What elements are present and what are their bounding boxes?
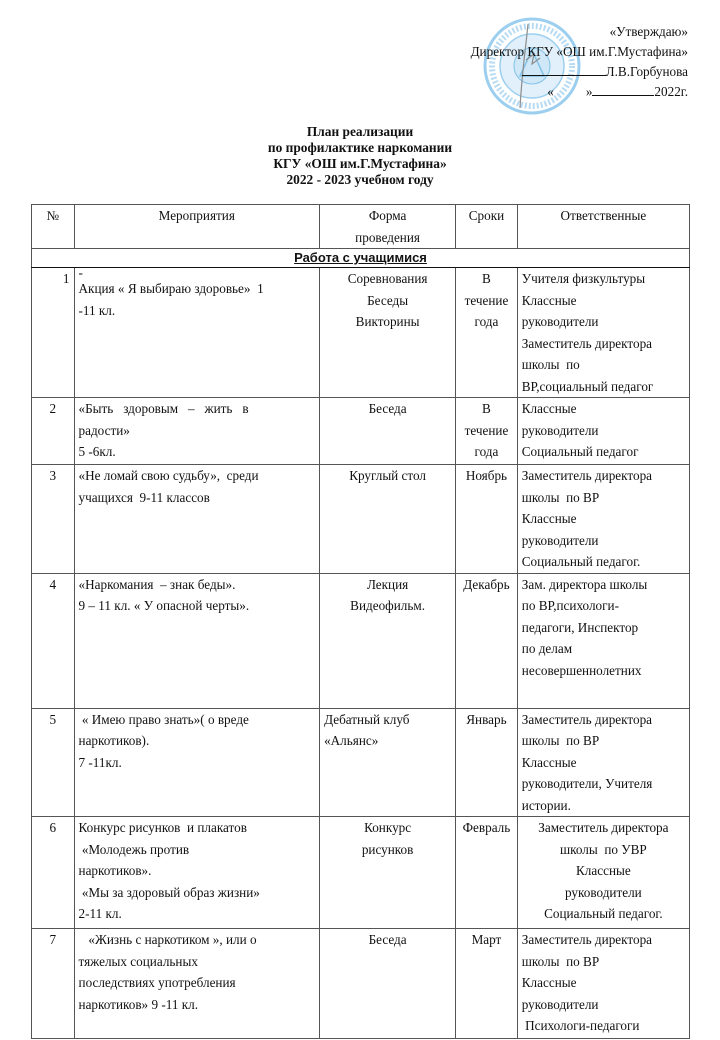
responsible-text-line: руководители xyxy=(565,884,642,900)
term-cell xyxy=(456,465,518,574)
responsible-text-line: школы по ВР xyxy=(521,953,600,969)
responsible-text-line: Зам. директора школы xyxy=(521,576,648,592)
row-number: 1 xyxy=(32,268,75,398)
responsible-text-line: руководители xyxy=(521,422,599,438)
row-number: 3 xyxy=(32,465,75,574)
event-text-line: -11 кл. xyxy=(78,302,116,318)
responsible-text-line: по ВР,психологи- xyxy=(521,598,620,613)
header-form xyxy=(320,205,456,249)
approval-date-line xyxy=(471,82,688,102)
section-title: Работа с учащимися xyxy=(294,250,427,265)
form-cell xyxy=(320,708,456,817)
table-row xyxy=(32,708,690,817)
responsible-text-line: Социальный педагог xyxy=(521,444,639,459)
responsible-cell xyxy=(517,573,689,708)
responsible-text-line: Психологи-педагоги xyxy=(521,1018,640,1033)
responsible-cell xyxy=(517,268,689,398)
form-cell xyxy=(320,465,456,574)
event-cell xyxy=(74,708,320,817)
responsible-text-line: руководители xyxy=(521,314,599,329)
event-text-line: 2-11 кл. xyxy=(78,906,122,921)
term-text-line: Февраль xyxy=(462,820,511,835)
form-text-line: Беседа xyxy=(368,401,407,416)
form-cell xyxy=(320,929,456,1039)
row-number: 6 xyxy=(32,817,75,929)
term-cell xyxy=(456,817,518,929)
responsible-text-line: Заместитель директора xyxy=(538,820,669,835)
event-text-line: Конкурс рисунков и плакатов xyxy=(78,820,247,835)
term-text-line: В xyxy=(482,271,491,286)
term-cell xyxy=(456,708,518,817)
event-text-line: радости» xyxy=(78,422,130,438)
responsible-text-line: Классные xyxy=(521,511,577,526)
event-cell xyxy=(74,398,320,465)
term-cell xyxy=(456,268,518,398)
term-text-line: Март xyxy=(471,932,502,947)
title-line-1: План реализации xyxy=(306,124,414,139)
approval-block xyxy=(471,22,688,102)
event-text-line: «Наркомания – знак беды». xyxy=(78,576,236,592)
event-text-line: наркотиков). xyxy=(78,733,150,748)
form-text-line: Видеофильм. xyxy=(350,598,426,613)
term-text-line: течение xyxy=(464,292,509,308)
responsible-text-line: несовершеннолетних xyxy=(521,662,642,678)
event-text-line: «Мы за здоровый образ жизни» xyxy=(78,884,260,900)
responsible-text-line: Учителя физкультуры xyxy=(521,271,646,286)
responsible-text-line: руководители, Учителя xyxy=(521,776,653,791)
responsible-text-line: школы по xyxy=(521,357,580,372)
form-text-line: Конкурс xyxy=(364,820,412,835)
responsible-text-line: Социальный педагог. xyxy=(521,554,641,569)
responsible-text-line: Заместитель директора xyxy=(521,932,653,947)
header-form-line-1: Форма xyxy=(368,208,407,223)
title-line-4: 2022 - 2023 учебном году xyxy=(286,172,434,187)
term-text-line: Ноябрь xyxy=(465,468,508,483)
term-cell xyxy=(456,573,518,708)
date-close-quote: » xyxy=(585,84,593,99)
table-row xyxy=(32,268,690,398)
event-text-line: последствиях употребления xyxy=(78,975,236,990)
term-text-line: Декабрь xyxy=(463,576,510,592)
term-text-line: Январь xyxy=(466,711,507,727)
table-row xyxy=(32,398,690,465)
event-text-line: наркотиков» 9 -11 кл. xyxy=(78,996,199,1012)
title-line-2: по профилактике наркомании xyxy=(267,140,453,155)
event-cell xyxy=(74,817,320,929)
row-number: 2 xyxy=(32,398,75,465)
row-number: 7 xyxy=(32,929,75,1039)
responsible-cell xyxy=(517,929,689,1039)
date-blank xyxy=(592,83,654,96)
table-header-row xyxy=(32,205,690,249)
form-text-line: Беседа xyxy=(368,932,407,947)
event-text-line: «Быть здоровым – жить в xyxy=(78,401,249,416)
responsible-text-line: Заместитель директора xyxy=(521,335,653,351)
responsible-cell xyxy=(517,465,689,574)
responsible-cell xyxy=(517,817,689,929)
responsible-text-line: школы по ВР xyxy=(521,733,600,748)
event-text-line: « Имею право знать»( о вреде xyxy=(78,711,249,727)
section-row xyxy=(32,249,690,268)
event-text-line: наркотиков». xyxy=(78,863,152,878)
responsible-cell xyxy=(517,398,689,465)
responsible-text-line: Классные xyxy=(576,863,631,878)
approval-heading: «Утверждаю» xyxy=(609,24,688,39)
approval-signer: Л.В.Горбунова xyxy=(605,64,688,79)
event-text-line: 9 – 11 кл. « У опасной черты». xyxy=(78,598,250,613)
header-num: № xyxy=(32,205,75,249)
responsible-text-line: по делам xyxy=(521,641,573,656)
form-cell xyxy=(320,398,456,465)
event-text-line: - xyxy=(78,265,83,280)
form-text-line: рисунков xyxy=(361,841,414,857)
responsible-text-line: Социальный педагог. xyxy=(544,906,663,921)
table-row xyxy=(32,573,690,708)
header-responsible: Ответственные xyxy=(517,205,689,249)
responsible-text-line: Классные xyxy=(521,401,577,416)
term-text-line: года xyxy=(474,444,499,459)
responsible-text-line: Классные xyxy=(521,754,577,770)
responsible-text-line: Заместитель директора xyxy=(521,468,653,483)
form-text-line: Дебатный клуб xyxy=(324,711,410,727)
event-text-line: 5 -6кл. xyxy=(78,444,116,459)
event-text-line: Акция « Я выбираю здоровье» 1 xyxy=(78,281,264,296)
responsible-text-line: ВР,социальный педагог xyxy=(521,378,654,394)
responsible-text-line: школы по ВР xyxy=(521,489,600,505)
form-text-line: «Альянс» xyxy=(324,733,379,748)
event-text-line: «Молодежь против xyxy=(78,841,190,857)
title-line-3: КГУ «ОШ им.Г.Мустафина» xyxy=(273,156,447,171)
term-text-line: года xyxy=(474,314,499,329)
form-cell xyxy=(320,573,456,708)
approval-signature-line xyxy=(471,62,688,82)
table-row xyxy=(32,817,690,929)
responsible-text-line: педагоги, Инспектор xyxy=(521,619,639,635)
form-text-line: Соревнования xyxy=(347,271,428,286)
term-cell xyxy=(456,398,518,465)
table-row xyxy=(32,929,690,1039)
event-cell xyxy=(74,929,320,1039)
responsible-text-line: истории. xyxy=(521,797,571,813)
responsible-text-line: руководители xyxy=(521,996,599,1012)
table-row xyxy=(32,465,690,574)
row-number: 4 xyxy=(32,573,75,708)
form-cell xyxy=(320,268,456,398)
term-cell xyxy=(456,929,518,1039)
event-cell xyxy=(74,573,320,708)
event-text-line: 7 -11кл. xyxy=(78,754,122,770)
responsible-text-line: Классные xyxy=(521,292,577,308)
term-text-line: В xyxy=(482,401,491,416)
event-text-line: «Жизнь с наркотиком », или о xyxy=(78,932,257,947)
approval-year: 2022г. xyxy=(654,84,688,99)
event-text-line: учащихся 9-11 классов xyxy=(78,489,210,505)
term-text-line: течение xyxy=(464,422,509,438)
responsible-text-line: Заместитель директора xyxy=(521,711,653,727)
header-form-line-2: проведения xyxy=(355,229,420,245)
header-event: Мероприятия xyxy=(74,205,320,249)
event-text-line: «Не ломай свою судьбу», среди xyxy=(78,468,259,483)
row-number: 5 xyxy=(32,708,75,817)
form-text-line: Викторины xyxy=(355,314,420,329)
section-title-cell xyxy=(32,249,690,268)
event-cell xyxy=(74,465,320,574)
header-term: Сроки xyxy=(456,205,518,249)
responsible-text-line: руководители xyxy=(521,532,599,548)
responsible-text-line: школы по УВР xyxy=(560,841,647,857)
responsible-text-line: Классные xyxy=(521,975,577,990)
plan-table xyxy=(31,204,690,1039)
approval-director: Директор КГУ «ОШ им.Г.Мустафина» xyxy=(470,44,688,59)
form-text-line: Круглый стол xyxy=(349,468,426,483)
signature-blank xyxy=(522,63,606,76)
responsible-cell xyxy=(517,708,689,817)
form-text-line: Беседы xyxy=(367,292,409,308)
event-text-line: тяжелых социальных xyxy=(78,953,198,969)
event-cell xyxy=(74,265,320,398)
form-text-line: Лекция xyxy=(366,576,409,592)
date-open-quote: « xyxy=(547,84,554,99)
form-cell xyxy=(320,817,456,929)
document-title xyxy=(0,124,720,188)
